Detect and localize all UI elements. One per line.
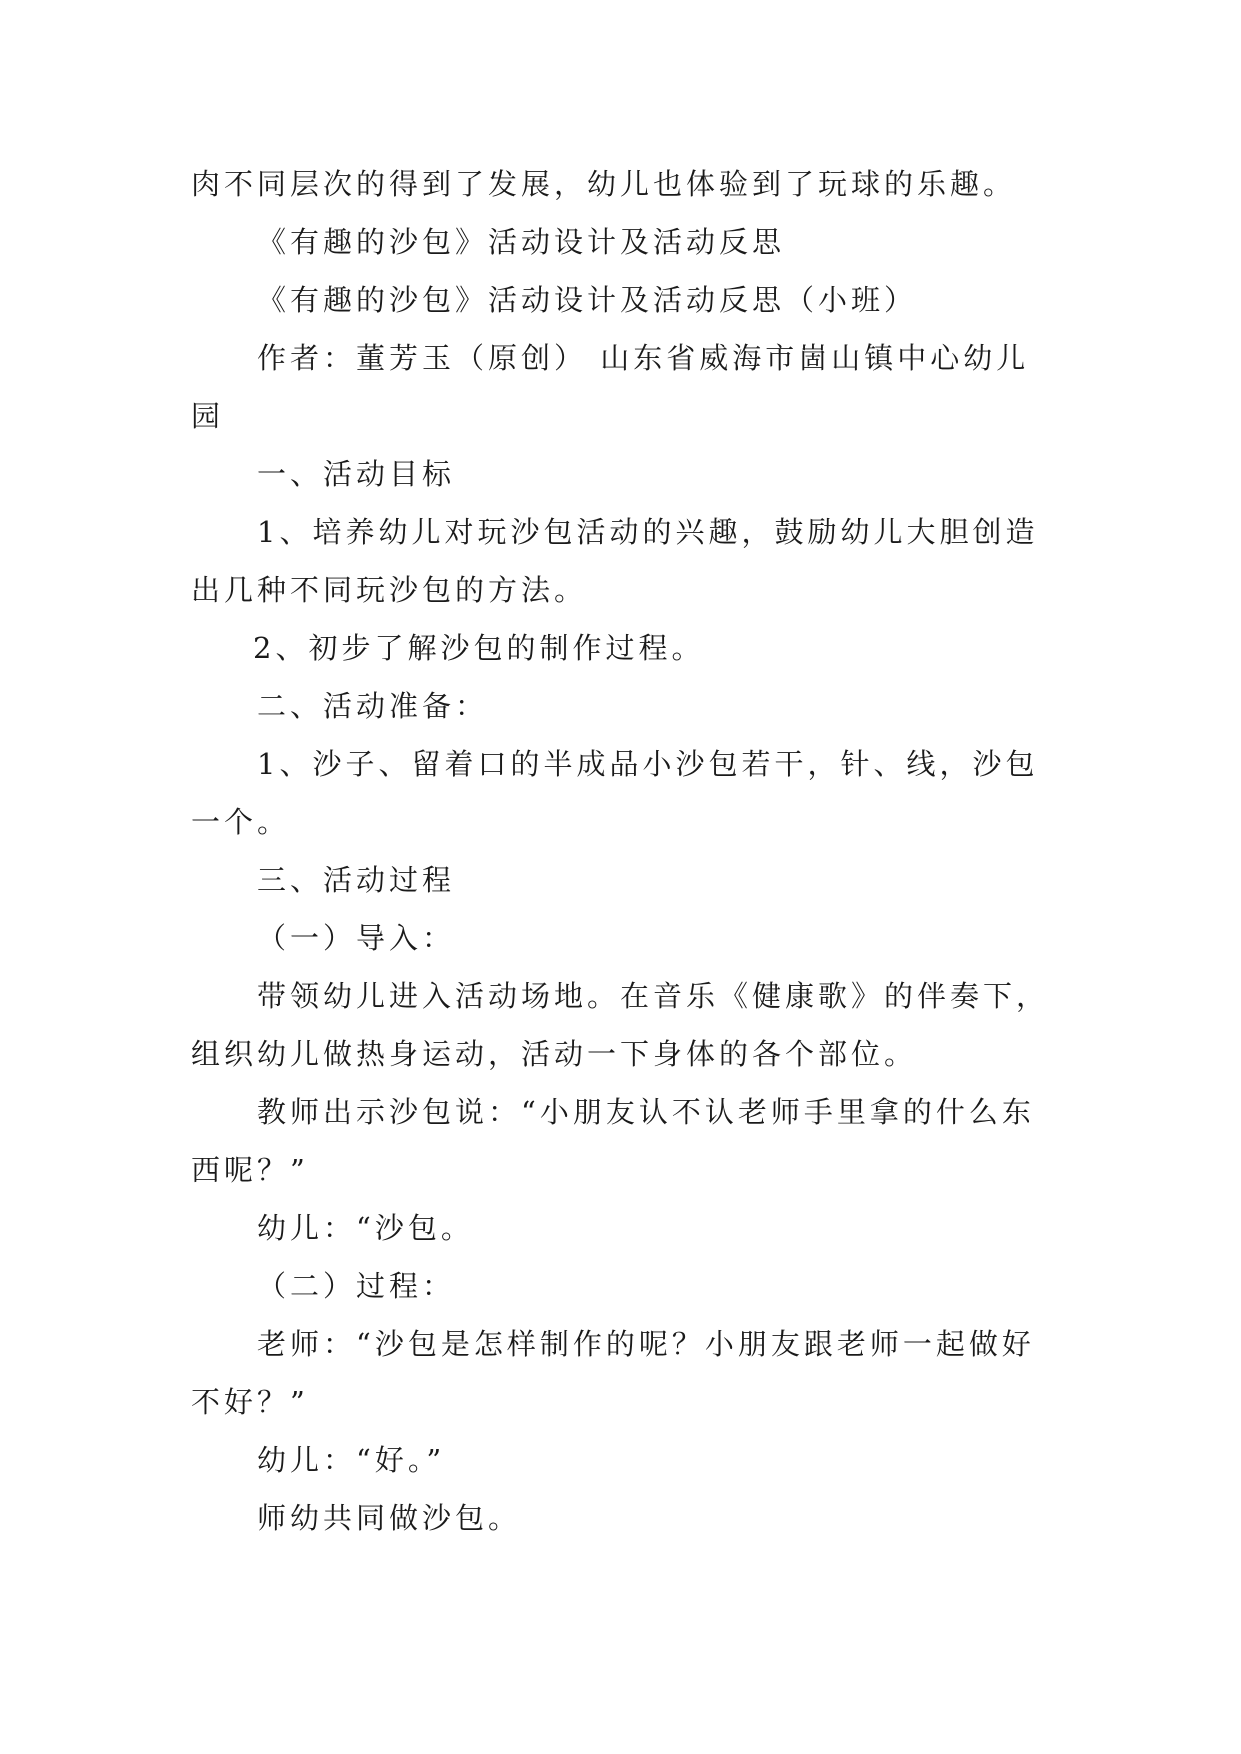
paragraph-author: 作者：董芳玉（原创） 山东省威海市崮山镇中心幼儿园 [191,341,1030,433]
paragraph-goal-1: 1、培养幼儿对玩沙包活动的兴趣，鼓励幼儿大胆创造出几种不同玩沙包的方法。 [191,515,1039,607]
section-heading-process: 三、活动过程 [257,863,456,897]
paragraph-teacher-invite: 老师：“沙包是怎样制作的呢？小朋友跟老师一起做好不好？” [191,1327,1035,1419]
paragraph-teacher-question: 教师出示沙包说：“小朋友认不认老师手里拿的什么东西呢？” [191,1095,1035,1187]
paragraph-child-answer: 幼儿：“沙包。 [257,1211,474,1245]
document-body [191,155,1051,1547]
subsection-heading-intro: （一）导入： [257,921,456,955]
paragraph-goal-2: 2、初步了解沙包的制作过程。 [253,631,705,665]
subsection-heading-process: （二）过程： [257,1269,456,1303]
section-heading-goals: 一、活动目标 [257,457,456,491]
paragraph-continuation: 肉不同层次的得到了发展，幼儿也体验到了玩球的乐趣。 [191,167,1017,201]
paragraph-article-subtitle: 《有趣的沙包》活动设计及活动反思（小班） [257,283,918,317]
paragraph-make-together: 师幼共同做沙包。 [257,1501,522,1535]
paragraph-preparation-1: 1、沙子、留着口的半成品小沙包若干，针、线，沙包一个。 [191,747,1039,839]
paragraph-intro: 带领幼儿进入活动场地。在音乐《健康歌》的伴奏下，组织幼儿做热身运动，活动一下身体的各个部位。 [191,979,1050,1071]
paragraph-article-title: 《有趣的沙包》活动设计及活动反思 [257,225,786,259]
paragraph-child-agree: 幼儿：“好。” [257,1443,446,1477]
section-heading-preparation: 二、活动准备： [257,689,489,723]
